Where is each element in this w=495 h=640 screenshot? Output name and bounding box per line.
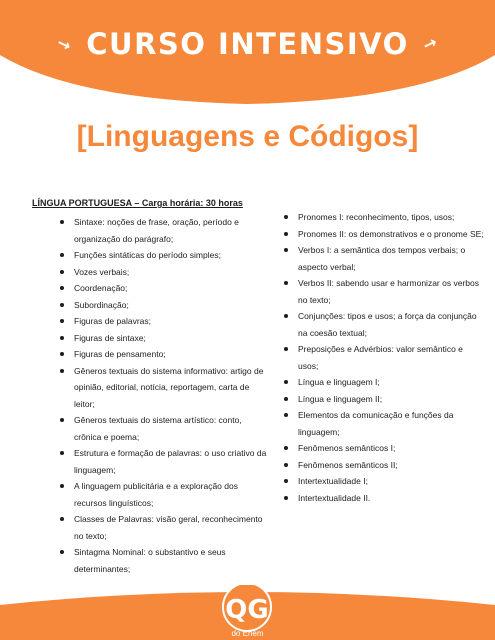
topic-item	[60, 313, 270, 330]
topic-text: Vozes verbais;	[74, 266, 130, 277]
topic-text: Intertextualidade I;	[298, 476, 368, 486]
svg-text:QG: QG	[225, 595, 269, 625]
topic-list-left	[60, 214, 270, 577]
topic-text: Sintaxe: noções de frase, oração, período e organização do parágrafo;	[74, 217, 239, 244]
topic-list-right	[284, 209, 484, 506]
topic-item	[60, 214, 270, 247]
topic-text: Classes de Palavras: visão geral, reconhecimento no texto;	[74, 514, 263, 541]
topic-text: Gêneros textuais do sistema artístico: conto, crônica e poema;	[74, 415, 242, 442]
topic-text: Figuras de pensamento;	[74, 349, 166, 359]
topic-text: Figuras de sintaxe;	[74, 332, 146, 343]
topic-text: Elementos da comunicação e funções da linguagem;	[298, 410, 454, 437]
topic-item	[60, 346, 270, 363]
topic-item	[60, 363, 270, 413]
header-banner	[0, 0, 495, 110]
topic-text: Gêneros textuais do sistema informativo: artigo de opinião, editorial, notícia, reportagem, carta de leitor;	[74, 365, 264, 409]
topic-text: Pronomes II: os demonstrativos e o pronome SE;	[298, 228, 484, 239]
topic-item	[284, 209, 484, 226]
topic-item	[284, 473, 484, 490]
logo-icon	[223, 585, 271, 631]
topic-item	[284, 242, 484, 275]
topic-item	[284, 308, 484, 341]
course-title: CURSO INTENSIVO	[86, 27, 409, 61]
topic-item	[284, 341, 484, 374]
banner-title-row	[0, 27, 495, 61]
topic-item	[284, 391, 484, 408]
spark-icon: ↗	[419, 32, 441, 56]
topic-text: Pronomes I: reconhecimento, tipos, usos;	[298, 212, 455, 222]
topic-item	[60, 478, 270, 511]
topic-text: Conjunções: tipos e usos; a força da conjunção na coesão textual;	[298, 311, 477, 338]
topic-text: Verbos II: sabendo usar e harmonizar os verbos no texto;	[298, 278, 479, 305]
topic-item	[284, 440, 484, 457]
topic-text: Verbos I: a semântica dos tempos verbais; o aspecto verbal;	[298, 245, 466, 272]
logo-subtitle: do Enem	[231, 629, 264, 638]
topic-item	[60, 247, 270, 264]
topic-item	[60, 264, 270, 281]
section-title: [Linguagens e Códigos]	[76, 120, 419, 153]
topic-item	[284, 226, 484, 243]
spark-icon: ↘	[54, 32, 76, 56]
topic-text: Figuras de palavras;	[74, 316, 152, 326]
topic-item	[284, 457, 484, 474]
topic-item	[60, 544, 270, 577]
topic-text: Fenômenos semânticos I;	[298, 443, 396, 453]
topic-item	[60, 511, 270, 544]
topic-text: Coordenação;	[74, 283, 128, 293]
topic-item	[60, 445, 270, 478]
topic-item	[284, 374, 484, 391]
topic-text: Estrutura e formação de palavras: o uso criativo da linguagem;	[74, 448, 267, 475]
topic-text: Intertextualidade II.	[298, 492, 371, 503]
topic-text: Língua e linguagem I;	[298, 377, 380, 387]
topic-text: Sintagma Nominal: o substantivo e seus determinantes;	[74, 547, 226, 574]
topic-item	[60, 330, 270, 347]
topic-item	[284, 407, 484, 440]
topic-item	[60, 297, 270, 314]
topic-item	[60, 280, 270, 297]
topic-text: Língua e linguagem II;	[298, 393, 383, 404]
topic-text: Subordinação;	[74, 299, 129, 310]
topic-text: A linguagem publicitária e a exploração dos recursos linguísticos;	[74, 481, 238, 508]
subject-heading: LÍNGUA PORTUGUESA – Carga horária: 30 horas	[32, 198, 243, 208]
topic-item	[60, 412, 270, 445]
topic-text: Funções sintáticas do período simples;	[74, 250, 221, 260]
footer-banner	[0, 585, 495, 640]
topic-text: Preposições e Advérbios: valor semântico e usos;	[298, 344, 463, 371]
topic-item	[284, 275, 484, 308]
topic-text: Fenômenos semânticos II;	[298, 459, 398, 470]
topic-item	[284, 490, 484, 507]
